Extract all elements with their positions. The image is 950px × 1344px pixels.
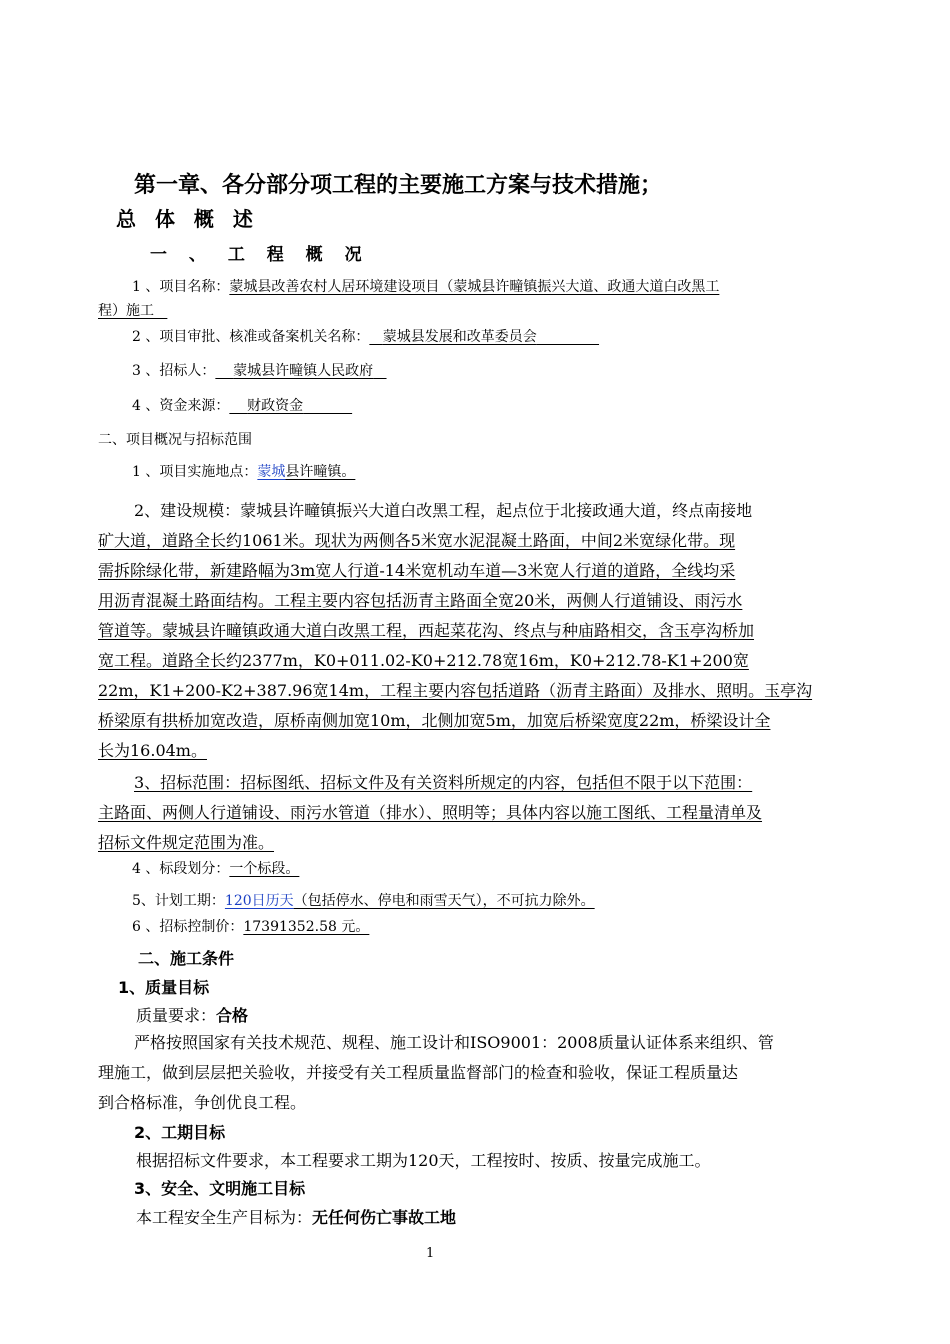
scope2-line: 22m，K1+200-K2+387.96宽14m，工程主要内容包括道路（沥青主路面）及排水、照明。玉亭沟 [98,681,813,700]
scope3-paragraph [98,768,853,858]
scope3-line: 3、招标范围：招标图纸、招标文件及有关资料所规定的内容，包括但不限于以下范围： [134,773,753,792]
scope6-line [132,916,369,936]
quality-heading: 1、质量目标 [118,978,210,997]
safety-heading: 3、安全、文明施工目标 [134,1179,306,1198]
scope3-line: 招标文件规定范围为准。 [98,833,275,852]
quality-requirement [136,1003,248,1026]
scope5-duration-link[interactable]: 120日历天 [224,893,294,909]
safety-line [136,1205,456,1228]
part3-heading: 二、施工条件 [138,949,235,968]
safety-value: 无任何伤亡事故工地 [312,1208,457,1227]
scope2-line: 2、建设规模：蒙城县许疃镇振兴大道白改黑工程，起点位于北接政通大道，终点南接地 [134,501,753,520]
item1-value-line2: 程）施工 [98,303,154,319]
item4-prefix: 4 、资金来源： [132,398,230,414]
item4-value: 财政资金 [247,398,304,414]
scope2-line: 桥梁原有拱桥加宽改造，原桥南侧加宽10m，北侧加宽5m，加宽后桥梁宽度22m，桥梁设计全 [98,711,771,730]
quality-req-value: 合格 [216,1006,249,1025]
quality-line: 理施工，做到层层把关验收，并接受有关工程质量监督部门的检查和验收，保证工程质量达 [98,1063,739,1082]
scope2-line: 宽工程。道路全长约2377m，K0+011.02-K0+212.78宽16m，K0+212.78-K1+200宽 [98,651,749,670]
scope1-line [132,461,355,481]
item1-value-line1: 蒙城县改善农村人居环境建设项目（蒙城县许疃镇振兴大道、政通大道白改黑工 [229,279,720,295]
schedule-heading: 2、工期目标 [134,1123,226,1142]
scope2-line: 矿大道，道路全长约1061米。现状为两侧各5米宽水泥混凝土路面，中间2米宽绿化带。现 [98,531,736,550]
scope2-line: 管道等。蒙城县许疃镇政通大道白改黑工程，西起菜花沟、终点与种庙路相交，含玉亭沟桥加 [98,621,755,640]
item3-prefix: 3 、招标人： [132,363,216,379]
item2-prefix: 2 、项目审批、核准或备案机关名称： [132,329,370,345]
quality-paragraph [98,1028,853,1118]
item4-line [132,395,352,415]
scope6-value: 17391352.58 元。 [243,919,370,935]
scope4-value: 一个标段。 [229,861,300,877]
item2-line [132,326,599,346]
scope2-line: 需拆除绿化带，新建路幅为3m宽人行道-14米宽机动车道—3米宽人行道的道路，全线均采 [98,561,736,580]
quality-line: 到合格标准，争创优良工程。 [98,1093,307,1112]
scope2-line: 长为16.04m。 [98,741,207,760]
page-number: 1 [426,1246,435,1261]
scope5-prefix: 5、计划工期： [132,893,225,909]
scope3-line: 主路面、两侧人行道铺设、雨污水管道（排水）、照明等；具体内容以施工图纸、工程量清单及 [98,803,763,822]
safety-label: 本工程安全生产目标为： [136,1208,313,1227]
quality-req-label: 质量要求： [136,1006,217,1025]
item3-value: 蒙城县许疃镇人民政府 [233,363,374,379]
item2-value: 蒙城县发展和改革委员会 [382,329,537,345]
quality-line: 严格按照国家有关技术规范、规程、施工设计和ISO9001：2008质量认证体系来组织、管 [134,1033,774,1052]
section-title: 总 体 概 述 [116,207,259,231]
scope1-prefix: 1 、项目实施地点： [132,464,258,480]
scope5-rest: （包括停水、停电和雨雪天气），不可抗力除外。 [293,893,595,909]
item1-prefix: 1 、项目名称： [132,279,230,295]
scope4-prefix: 4 、标段划分： [132,861,230,877]
schedule-text: 根据招标文件要求，本工程要求工期为120天，工程按时、按质、按量完成施工。 [136,1151,711,1170]
scope5-line [132,890,595,910]
scope2-paragraph [98,496,853,766]
scope1-location-link[interactable]: 蒙城 [257,464,286,480]
scope4-line [132,858,299,878]
item3-line [132,360,387,380]
scope1-rest: 县许疃镇。 [285,464,356,480]
item1-line1 [132,276,719,296]
subsection-title: 一 、 工 程 概 况 [150,245,370,265]
part2-heading: 二、项目概况与招标范围 [98,432,252,448]
scope2-line: 用沥青混凝土路面结构。工程主要内容包括沥青主路面全宽20米，两侧人行道铺设、雨污水 [98,591,743,610]
scope6-prefix: 6 、招标控制价： [132,919,244,935]
chapter-title: 第一章、各分部分项工程的主要施工方案与技术措施； [134,173,663,198]
